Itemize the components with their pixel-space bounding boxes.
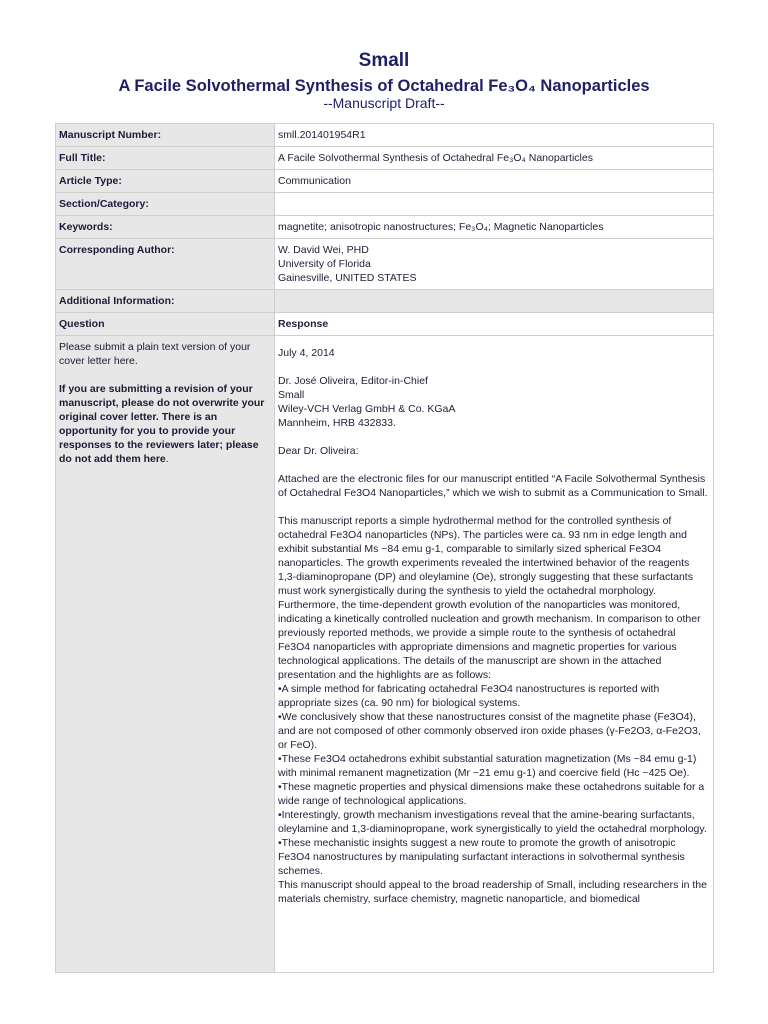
row-value: magnetite; anisotropic nanostructures; Fe₃O₄; Magnetic Nanoparticles	[275, 216, 714, 239]
qa-row	[56, 336, 714, 973]
row-label: Article Type:	[56, 170, 275, 193]
table-row	[56, 170, 714, 193]
row-value	[275, 239, 714, 290]
qa-header-row	[56, 313, 714, 336]
question-instruction-end: .	[165, 453, 169, 465]
row-label: Section/Category:	[56, 193, 275, 216]
row-value: smll.201401954R1	[275, 124, 714, 147]
draft-label: --Manuscript Draft--	[323, 95, 445, 111]
letter-date: July 4, 2014	[278, 347, 335, 359]
question-text: Please submit a plain text version of your cover letter here.	[59, 341, 251, 367]
table-row	[56, 216, 714, 239]
row-value	[275, 193, 714, 216]
recipient-line: Dr. José Oliveira, Editor-in-Chief	[278, 375, 428, 387]
response-header: Response	[275, 313, 714, 336]
row-value: Communication	[275, 170, 714, 193]
recipient-line: Mannheim, HRB 432833.	[278, 417, 396, 429]
recipient-line: Wiley-VCH Verlag GmbH & Co. KGaA	[278, 403, 456, 415]
letter-paragraph: This manuscript reports a simple hydrothermal method for the controlled synthesis of octahedral Fe3O4 nanoparticles (NPs). The particles were ca. 93 nm in edge length and exhibit substantial Ms ~84 emu g-1, comparable to similarly sized spherical Fe3O4 nanoparticles. The growth experiments revealed the intertwined behavior of the reagents 1,3-diaminopropane (DP) and oleylamine (Oe), strongly suggesting that these surfactants must work synergistically during the synthesis to yield the octahedral morphology. Furthermore, the time-dependent growth evolution of the nanoparticles was monitored, indicating a kinetically controlled nucleation and growth mechanism. In comparison to other previously reported methods, we provide a simple route to the synthesis of octahedral Fe3O4 nanoparticles with appropriate dimensions and magnetic properties for various technological applications. The details of the manuscript are shown in the attached presentation and the highlights are as follows:	[278, 515, 701, 681]
table-row	[56, 290, 714, 313]
author-location: Gainesville, UNITED STATES	[278, 272, 417, 284]
row-value: A Facile Solvothermal Synthesis of Octahedral Fe₃O₄ Nanoparticles	[275, 147, 714, 170]
table-row	[56, 193, 714, 216]
row-label: Corresponding Author:	[56, 239, 275, 290]
highlight-bullet: •A simple method for fabricating octahedral Fe3O4 nanostructures is reported with appropriate sizes (ca. 90 nm) for biological systems.	[278, 683, 660, 709]
row-value	[275, 290, 714, 313]
table-row	[56, 124, 714, 147]
author-name: W. David Wei, PHD	[278, 244, 369, 256]
row-label: Manuscript Number:	[56, 124, 275, 147]
letter-salutation: Dear Dr. Oliveira:	[278, 445, 359, 457]
question-cell	[56, 336, 275, 973]
question-header: Question	[56, 313, 275, 336]
highlight-bullet: •These mechanistic insights suggest a new route to promote the growth of anisotropic Fe3O4 nanostructures by manipulating surfactant interactions in solvothermal synthesis schemes.	[278, 837, 685, 877]
table-row	[56, 239, 714, 290]
author-affiliation: University of Florida	[278, 258, 371, 270]
cover-letter-cell	[275, 336, 714, 973]
letter-closing: This manuscript should appeal to the broad readership of Small, including researchers in the materials chemistry, surface chemistry, magnetic nanoparticle, and biomedical	[278, 879, 707, 905]
highlight-bullet: •These magnetic properties and physical dimensions make these octahedrons suitable for a wide range of technological applications.	[278, 781, 705, 807]
highlight-bullet: •These Fe3O4 octahedrons exhibit substantial saturation magnetization (Ms ~84 emu g-1) with minimal remanent magnetization (Mr ~21 emu g-1) and coercive field (Hc ~425 Oe).	[278, 753, 697, 779]
question-instruction-text: If you are submitting a revision of your manuscript, please do not overwrite your original cover letter. There is an opportunity for you to provide your responses to the reviewers later; please do not add them here	[59, 383, 265, 465]
highlight-bullet: •We conclusively show that these nanostructures consist of the magnetite phase (Fe3O4), and are not composed of other commonly observed iron oxide phases (γ-Fe2O3, α-Fe2O3, or FeO).	[278, 711, 701, 751]
letter-recipient	[278, 374, 709, 430]
manuscript-info-table	[55, 123, 714, 973]
row-label: Additional Information:	[56, 290, 275, 313]
journal-name: Small	[358, 50, 410, 71]
question-instruction	[59, 382, 270, 466]
table-row	[56, 147, 714, 170]
manuscript-title: A Facile Solvothermal Synthesis of Octahedral Fe₃O₄ Nanoparticles	[118, 77, 650, 95]
highlight-bullet: •Interestingly, growth mechanism investigations reveal that the amine-bearing surfactants, oleylamine and 1,3-diaminopropane, work synergistically to yield the octahedral morphology.	[278, 809, 707, 835]
row-label: Keywords:	[56, 216, 275, 239]
row-label: Full Title:	[56, 147, 275, 170]
recipient-line: Small	[278, 389, 305, 401]
letter-paragraph: Attached are the electronic files for our manuscript entitled “A Facile Solvothermal Synthesis of Octahedral Fe3O4 Nanoparticles,” which we wish to submit as a Communication to Small.	[278, 473, 708, 499]
